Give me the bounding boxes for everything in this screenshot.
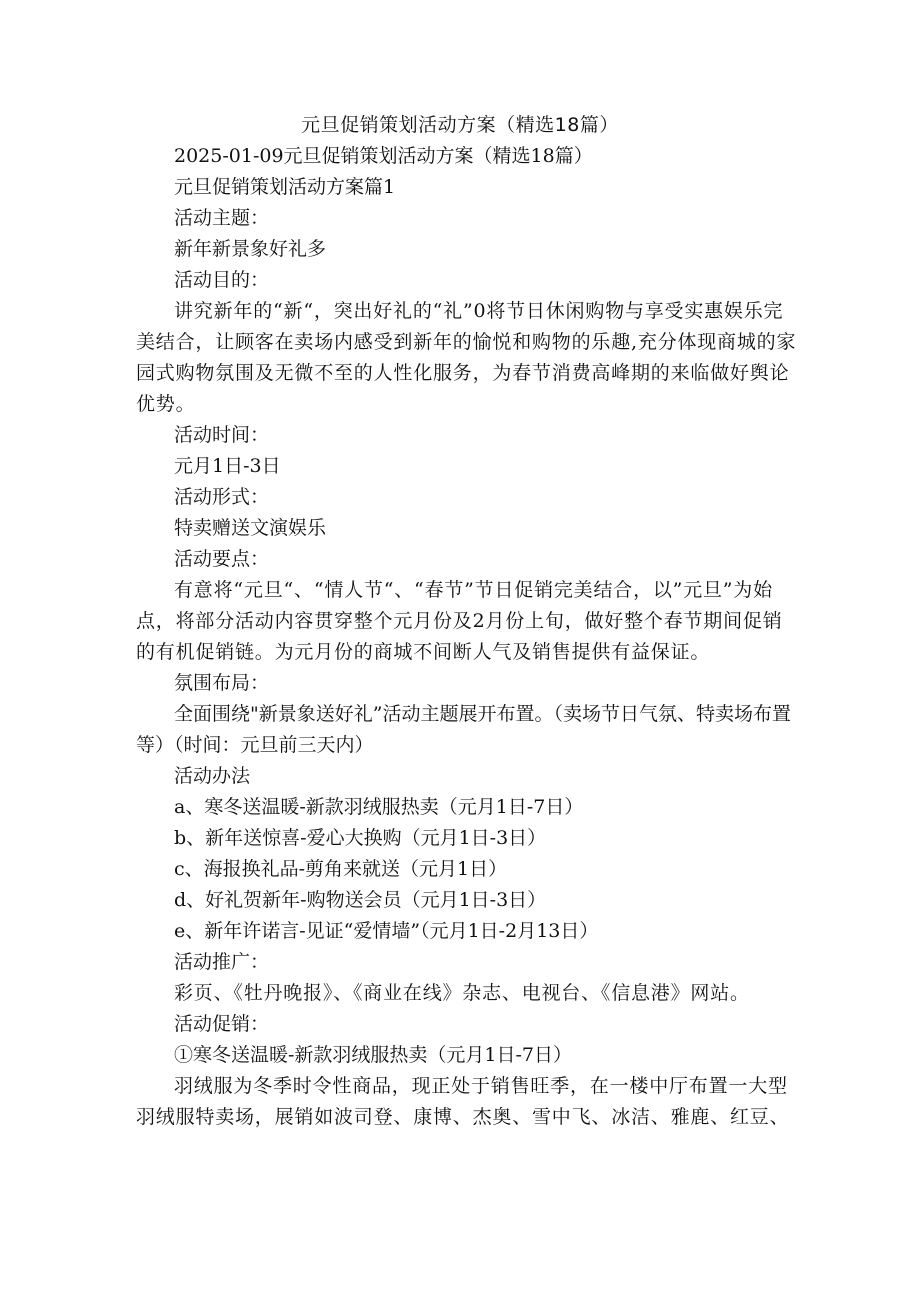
list-item-a: a、寒冬送温暖-新款羽绒服热卖（元月1日-7日） (174, 796, 584, 818)
label-promotion-channels: 活动推广： (174, 951, 270, 973)
paragraph-purpose: 讲究新年的“新“，突出好礼的“礼”0将节日休闲购物与享受实惠娱乐完美结合，让顾客在卖场内感受到新年的愉悦和购物的乐趣,充分体现商城的家园式购物氛围及无微不至的人性化服务，为春节消费高峰期的来临做好舆论优势。 (136, 300, 797, 415)
paragraph-theme: 新年新景象好礼多 (174, 238, 327, 260)
paragraph-promotion-channels: 彩页、《牡丹晚报》、《商业在线》杂志、电视台、《信息港》网站。 (174, 982, 750, 1004)
paragraph-form: 特卖赠送文演娱乐 (174, 517, 327, 539)
subheading-down-jacket: ①寒冬送温暖-新款羽绒服热卖（元月1日-7日） (174, 1044, 573, 1066)
list-item-c: c、海报换礼品-剪角来就送（元月1日） (174, 858, 508, 880)
paragraph-down-jacket: 羽绒服为冬季时令性商品，现正处于销售旺季，在一楼中厅布置一大型羽绒服特卖场，展销如波司登、康博、杰奥、雪中飞、冰洁、雅鹿、红豆、 (136, 1075, 790, 1128)
label-key-points: 活动要点： (174, 548, 270, 570)
document-title: 元旦促销策划活动方案（精选18篇） (301, 114, 619, 136)
paragraph-key-points: 有意将“元旦“、“情人节“、“春节”节日促销完美结合，以”元旦”为始点，将部分活动内容贯穿整个元月份及2月份上旬，做好整个春节期间促销的有机促销链。为元月份的商城不间断人气及销售提供有益保证。 (136, 579, 783, 663)
label-atmosphere: 氛围布局： (174, 672, 270, 694)
paragraph-time: 元月1日-3日 (174, 455, 281, 477)
document-body (136, 141, 800, 1133)
list-item-d: d、好礼贺新年-购物送会员（元月1日-3日） (174, 889, 547, 911)
date-line: 2025-01-09元旦促销策划活动方案（精选18篇） (174, 145, 593, 167)
label-sales-promotion: 活动促销： (174, 1013, 270, 1035)
paragraph-atmosphere: 全面围绕"新景象送好礼”活动主题展开布置。（卖场节日气氛、特卖场布置等）（时间：元旦前三天内） (136, 703, 791, 756)
section-heading: 元旦促销策划活动方案篇1 (174, 176, 396, 198)
label-purpose: 活动目的： (174, 269, 270, 291)
label-methods: 活动办法 (174, 765, 251, 787)
list-item-e: e、新年许诺言-见证“爱情墙”（元月1日-2月13日） (174, 920, 599, 942)
list-item-b: b、新年送惊喜-爱心大换购（元月1日-3日） (174, 827, 547, 849)
label-form: 活动形式： (174, 486, 270, 508)
label-theme: 活动主题： (174, 207, 270, 229)
label-time: 活动时间： (174, 424, 270, 446)
